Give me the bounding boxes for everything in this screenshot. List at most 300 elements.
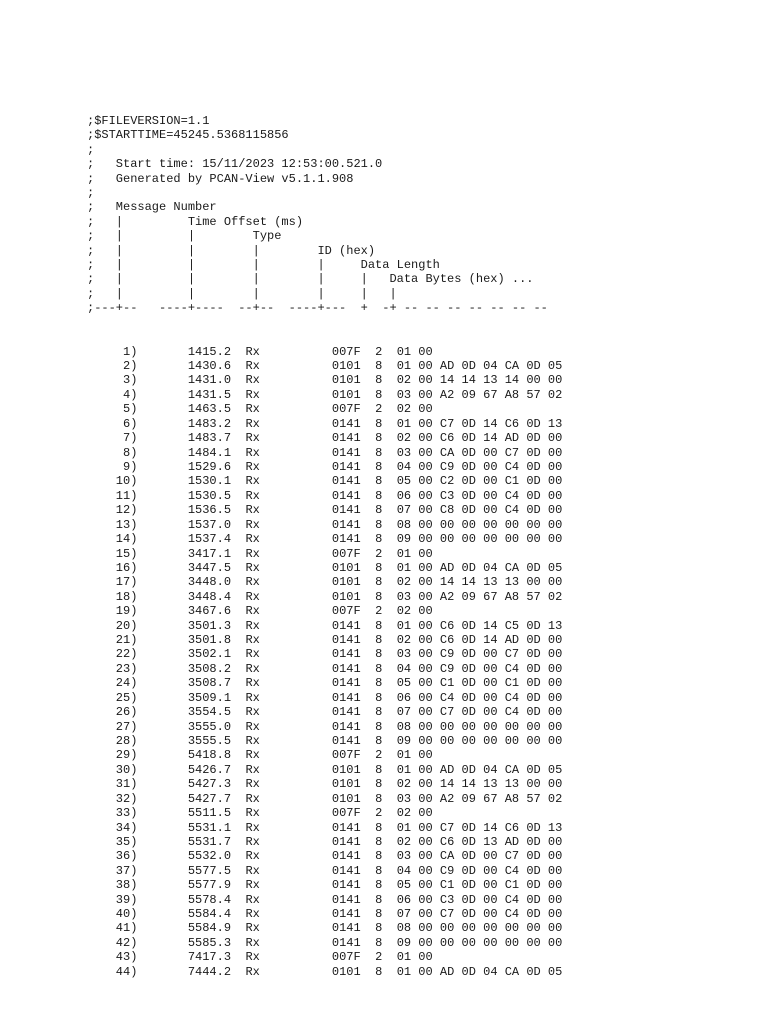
data-bytes: 06 00 C3 0D 00 C4 0D 00: [396, 892, 563, 907]
time-offset: 1431.0: [137, 373, 232, 388]
message-type: Rx: [231, 459, 332, 474]
message-id: 007F: [331, 950, 376, 965]
table-row: [87, 878, 757, 892]
message-number: 6): [87, 416, 138, 431]
table-row: [87, 806, 757, 820]
message-number: 26): [87, 705, 138, 720]
time-offset: 5427.7: [137, 791, 232, 806]
message-type: Rx: [231, 560, 332, 575]
table-row: [87, 835, 757, 849]
message-number: 11): [87, 488, 138, 503]
message-number: 13): [87, 517, 138, 532]
message-id: 0141: [331, 517, 376, 532]
message-number: 3): [87, 373, 138, 388]
data-length: 8: [375, 878, 397, 893]
time-offset: 1530.5: [137, 488, 232, 503]
message-type: Rx: [231, 503, 332, 518]
table-row: [87, 359, 757, 373]
data-length: 2: [375, 546, 397, 561]
data-length: 8: [375, 575, 397, 590]
message-id: 0141: [331, 921, 376, 936]
data-bytes: 08 00 00 00 00 00 00 00: [396, 517, 563, 532]
message-id: 0141: [331, 834, 376, 849]
message-type: Rx: [231, 431, 332, 446]
time-offset: 3508.7: [137, 676, 232, 691]
table-row: [87, 604, 757, 618]
data-length: 8: [375, 762, 397, 777]
data-bytes: 01 00: [396, 546, 433, 561]
message-number: 33): [87, 806, 138, 821]
data-bytes: 02 00 C6 0D 14 AD 0D 00: [396, 633, 563, 648]
message-number: 23): [87, 661, 138, 676]
data-bytes: 03 00 A2 09 67 A8 57 02: [396, 589, 563, 604]
data-length: 8: [375, 387, 397, 402]
message-number: 35): [87, 834, 138, 849]
message-number: 18): [87, 589, 138, 604]
message-number: 14): [87, 532, 138, 547]
message-id: 0141: [331, 647, 376, 662]
header-line: ;$STARTTIME=45245.5368115856: [87, 128, 289, 143]
data-bytes: 09 00 00 00 00 00 00 00: [396, 935, 563, 950]
message-type: Rx: [231, 719, 332, 734]
table-row: [87, 619, 757, 633]
message-type: Rx: [231, 647, 332, 662]
data-bytes: 09 00 00 00 00 00 00 00: [396, 733, 563, 748]
time-offset: 3448.0: [137, 575, 232, 590]
message-number: 44): [87, 964, 138, 979]
message-type: Rx: [231, 445, 332, 460]
message-id: 0141: [331, 474, 376, 489]
data-length: 8: [375, 431, 397, 446]
data-length: 2: [375, 806, 397, 821]
data-bytes: 05 00 C2 0D 00 C1 0D 00: [396, 474, 563, 489]
message-type: Rx: [231, 777, 332, 792]
message-number: 42): [87, 935, 138, 950]
message-id: 0141: [331, 892, 376, 907]
data-length: 8: [375, 618, 397, 633]
time-offset: 3554.5: [137, 705, 232, 720]
message-type: Rx: [231, 690, 332, 705]
message-type: Rx: [231, 373, 332, 388]
message-id: 0141: [331, 733, 376, 748]
message-id: 0141: [331, 488, 376, 503]
message-number: 16): [87, 560, 138, 575]
data-length: 8: [375, 676, 397, 691]
message-type: Rx: [231, 935, 332, 950]
data-length: 2: [375, 604, 397, 619]
time-offset: 1463.5: [137, 402, 232, 417]
time-offset: 3447.5: [137, 560, 232, 575]
data-length: 8: [375, 719, 397, 734]
time-offset: 3508.2: [137, 661, 232, 676]
message-number: 15): [87, 546, 138, 561]
data-bytes: 01 00: [396, 950, 433, 965]
message-id: 0141: [331, 935, 376, 950]
message-number: 36): [87, 849, 138, 864]
message-id: 0141: [331, 676, 376, 691]
data-length: 8: [375, 863, 397, 878]
data-length: 8: [375, 503, 397, 518]
time-offset: 5577.9: [137, 878, 232, 893]
header-line: ; | | | | | Data Bytes (hex) ...: [87, 272, 534, 287]
message-number: 31): [87, 777, 138, 792]
time-offset: 3501.3: [137, 618, 232, 633]
time-offset: 7417.3: [137, 950, 232, 965]
message-number: 22): [87, 647, 138, 662]
time-offset: 5584.4: [137, 907, 232, 922]
message-id: 0141: [331, 618, 376, 633]
data-bytes: 02 00 C6 0D 13 AD 0D 00: [396, 834, 563, 849]
table-row: [87, 532, 757, 546]
data-length: 8: [375, 633, 397, 648]
message-id: 007F: [331, 546, 376, 561]
message-id: 0101: [331, 560, 376, 575]
data-bytes: 03 00 C9 0D 00 C7 0D 00: [396, 647, 563, 662]
data-bytes: 07 00 C7 0D 00 C4 0D 00: [396, 705, 563, 720]
message-number: 38): [87, 878, 138, 893]
message-type: Rx: [231, 849, 332, 864]
message-type: Rx: [231, 863, 332, 878]
data-length: 8: [375, 791, 397, 806]
data-length: 8: [375, 921, 397, 936]
data-bytes: 01 00 C6 0D 14 C5 0D 13: [396, 618, 563, 633]
data-length: 8: [375, 705, 397, 720]
data-bytes: 08 00 00 00 00 00 00 00: [396, 719, 563, 734]
table-row: [87, 777, 757, 791]
message-id: 0101: [331, 575, 376, 590]
data-length: 8: [375, 777, 397, 792]
data-length: 8: [375, 935, 397, 950]
data-bytes: 01 00 AD 0D 04 CA 0D 05: [396, 762, 563, 777]
header-line: ; | | | | Data Length: [87, 258, 440, 273]
message-type: Rx: [231, 416, 332, 431]
message-number: 17): [87, 575, 138, 590]
time-offset: 1431.5: [137, 387, 232, 402]
message-type: Rx: [231, 474, 332, 489]
data-length: 8: [375, 532, 397, 547]
message-number: 25): [87, 690, 138, 705]
table-row: [87, 373, 757, 387]
time-offset: 5532.0: [137, 849, 232, 864]
table-row: [87, 676, 757, 690]
message-type: Rx: [231, 344, 332, 359]
data-bytes: 01 00 AD 0D 04 CA 0D 05: [396, 359, 563, 374]
table-row: [87, 691, 757, 705]
table-row: [87, 907, 757, 921]
header-line: ; | | | ID (hex): [87, 243, 376, 258]
time-offset: 3501.8: [137, 633, 232, 648]
time-offset: 5427.3: [137, 777, 232, 792]
data-length: 8: [375, 589, 397, 604]
table-row: [87, 734, 757, 748]
time-offset: 5578.4: [137, 892, 232, 907]
message-number: 5): [87, 402, 138, 417]
data-length: 8: [375, 907, 397, 922]
data-length: 8: [375, 517, 397, 532]
time-offset: 1536.5: [137, 503, 232, 518]
message-type: Rx: [231, 517, 332, 532]
message-type: Rx: [231, 618, 332, 633]
data-length: 2: [375, 344, 397, 359]
time-offset: 1529.6: [137, 459, 232, 474]
data-bytes: 03 00 A2 09 67 A8 57 02: [396, 791, 563, 806]
message-type: Rx: [231, 661, 332, 676]
message-number: 8): [87, 445, 138, 460]
message-number: 9): [87, 459, 138, 474]
table-row: [87, 575, 757, 589]
data-bytes: 02 00: [396, 806, 433, 821]
message-type: Rx: [231, 359, 332, 374]
message-number: 24): [87, 676, 138, 691]
data-bytes: 02 00 14 14 13 13 00 00: [396, 777, 563, 792]
table-row: [87, 792, 757, 806]
message-id: 0141: [331, 820, 376, 835]
data-length: 2: [375, 950, 397, 965]
message-id: 0141: [331, 907, 376, 922]
message-number: 28): [87, 733, 138, 748]
message-number: 43): [87, 950, 138, 965]
data-length: 8: [375, 373, 397, 388]
header-line: ;: [87, 142, 95, 157]
message-number: 20): [87, 618, 138, 633]
message-number: 4): [87, 387, 138, 402]
data-length: 8: [375, 964, 397, 979]
data-bytes: 05 00 C1 0D 00 C1 0D 00: [396, 878, 563, 893]
table-row: [87, 921, 757, 935]
header-line: ; | | | | | |: [87, 286, 397, 301]
message-id: 0101: [331, 589, 376, 604]
time-offset: 3467.6: [137, 604, 232, 619]
data-bytes: 09 00 00 00 00 00 00 00: [396, 532, 563, 547]
table-row: [87, 936, 757, 950]
time-offset: 5585.3: [137, 935, 232, 950]
message-type: Rx: [231, 950, 332, 965]
message-number: 37): [87, 863, 138, 878]
time-offset: 1484.1: [137, 445, 232, 460]
time-offset: 7444.2: [137, 964, 232, 979]
time-offset: 5511.5: [137, 806, 232, 821]
data-bytes: 03 00 CA 0D 00 C7 0D 00: [396, 445, 563, 460]
message-id: 0101: [331, 387, 376, 402]
message-type: Rx: [231, 921, 332, 936]
data-length: 8: [375, 416, 397, 431]
header-line: ;: [87, 185, 95, 200]
message-type: Rx: [231, 589, 332, 604]
message-id: 0101: [331, 359, 376, 374]
table-row: [87, 864, 757, 878]
time-offset: 5531.7: [137, 834, 232, 849]
data-bytes: 01 00: [396, 748, 433, 763]
message-number: 12): [87, 503, 138, 518]
time-offset: 1430.6: [137, 359, 232, 374]
time-offset: 3502.1: [137, 647, 232, 662]
message-number: 29): [87, 748, 138, 763]
time-offset: 1483.7: [137, 431, 232, 446]
table-row: [87, 633, 757, 647]
message-number: 40): [87, 907, 138, 922]
message-id: 0141: [331, 532, 376, 547]
time-offset: 5531.1: [137, 820, 232, 835]
message-id: 0101: [331, 762, 376, 777]
message-id: 0141: [331, 431, 376, 446]
message-list: [87, 345, 757, 980]
message-type: Rx: [231, 532, 332, 547]
time-offset: 1537.4: [137, 532, 232, 547]
message-number: 32): [87, 791, 138, 806]
message-number: 19): [87, 604, 138, 619]
message-type: Rx: [231, 892, 332, 907]
data-length: 8: [375, 359, 397, 374]
header-line: ; | Time Offset (ms): [87, 214, 304, 229]
data-length: 2: [375, 402, 397, 417]
table-row: [87, 647, 757, 661]
data-bytes: 03 00 CA 0D 00 C7 0D 00: [396, 849, 563, 864]
table-row: [87, 561, 757, 575]
table-row: [87, 893, 757, 907]
message-id: 0141: [331, 878, 376, 893]
data-length: 8: [375, 733, 397, 748]
message-type: Rx: [231, 546, 332, 561]
data-bytes: 01 00 AD 0D 04 CA 0D 05: [396, 560, 563, 575]
data-bytes: 07 00 C8 0D 00 C4 0D 00: [396, 503, 563, 518]
table-row: [87, 720, 757, 734]
table-row: [87, 821, 757, 835]
message-number: 34): [87, 820, 138, 835]
data-bytes: 04 00 C9 0D 00 C4 0D 00: [396, 661, 563, 676]
message-id: 0141: [331, 705, 376, 720]
message-number: 21): [87, 633, 138, 648]
header-line: ;---+-- ----+---- --+-- ----+--- + -+ -- -- -- -- -- -- --: [87, 301, 548, 316]
table-row: [87, 388, 757, 402]
message-id: 0141: [331, 849, 376, 864]
table-row: [87, 965, 757, 979]
message-type: Rx: [231, 402, 332, 417]
time-offset: 5584.9: [137, 921, 232, 936]
message-id: 0101: [331, 777, 376, 792]
time-offset: 5577.5: [137, 863, 232, 878]
table-row: [87, 518, 757, 532]
table-row: [87, 590, 757, 604]
data-bytes: 01 00: [396, 344, 433, 359]
trace-header: [87, 114, 757, 316]
message-type: Rx: [231, 488, 332, 503]
data-bytes: 02 00 14 14 13 14 00 00: [396, 373, 563, 388]
message-id: 0141: [331, 416, 376, 431]
table-row: [87, 547, 757, 561]
message-number: 10): [87, 474, 138, 489]
time-offset: 5426.7: [137, 762, 232, 777]
time-offset: 1483.2: [137, 416, 232, 431]
message-number: 30): [87, 762, 138, 777]
table-row: [87, 950, 757, 964]
table-row: [87, 417, 757, 431]
data-length: 8: [375, 849, 397, 864]
message-number: 39): [87, 892, 138, 907]
time-offset: 3448.4: [137, 589, 232, 604]
message-id: 007F: [331, 604, 376, 619]
time-offset: 3555.0: [137, 719, 232, 734]
header-line: ; Message Number: [87, 200, 217, 215]
data-length: 8: [375, 647, 397, 662]
message-type: Rx: [231, 907, 332, 922]
data-bytes: 04 00 C9 0D 00 C4 0D 00: [396, 459, 563, 474]
data-length: 8: [375, 560, 397, 575]
message-id: 007F: [331, 806, 376, 821]
table-row: [87, 763, 757, 777]
table-row: [87, 849, 757, 863]
message-id: 007F: [331, 402, 376, 417]
table-row: [87, 460, 757, 474]
time-offset: 1415.2: [137, 344, 232, 359]
message-type: Rx: [231, 633, 332, 648]
message-type: Rx: [231, 705, 332, 720]
table-row: [87, 446, 757, 460]
data-bytes: 05 00 C1 0D 00 C1 0D 00: [396, 676, 563, 691]
table-row: [87, 474, 757, 488]
message-id: 0141: [331, 459, 376, 474]
message-id: 0101: [331, 964, 376, 979]
message-type: Rx: [231, 604, 332, 619]
data-length: 8: [375, 459, 397, 474]
data-bytes: 02 00: [396, 402, 433, 417]
table-row: [87, 503, 757, 517]
data-length: 8: [375, 488, 397, 503]
data-length: 2: [375, 748, 397, 763]
data-bytes: 01 00 C7 0D 14 C6 0D 13: [396, 416, 563, 431]
message-type: Rx: [231, 748, 332, 763]
table-row: [87, 748, 757, 762]
message-number: 41): [87, 921, 138, 936]
message-type: Rx: [231, 806, 332, 821]
data-length: 8: [375, 834, 397, 849]
message-type: Rx: [231, 834, 332, 849]
header-line: ; Generated by PCAN-View v5.1.1.908: [87, 171, 354, 186]
message-type: Rx: [231, 878, 332, 893]
data-bytes: 01 00 AD 0D 04 CA 0D 05: [396, 964, 563, 979]
message-id: 0141: [331, 690, 376, 705]
time-offset: 3509.1: [137, 690, 232, 705]
data-length: 8: [375, 661, 397, 676]
data-bytes: 01 00 C7 0D 14 C6 0D 13: [396, 820, 563, 835]
header-line: ;$FILEVERSION=1.1: [87, 113, 210, 128]
data-bytes: 02 00 C6 0D 14 AD 0D 00: [396, 431, 563, 446]
time-offset: 1530.1: [137, 474, 232, 489]
data-length: 8: [375, 445, 397, 460]
header-line: ; | | Type: [87, 229, 282, 244]
message-number: 7): [87, 431, 138, 446]
data-bytes: 06 00 C4 0D 00 C4 0D 00: [396, 690, 563, 705]
data-bytes: 08 00 00 00 00 00 00 00: [396, 921, 563, 936]
table-row: [87, 402, 757, 416]
message-id: 0101: [331, 791, 376, 806]
data-bytes: 06 00 C3 0D 00 C4 0D 00: [396, 488, 563, 503]
message-type: Rx: [231, 676, 332, 691]
message-id: 0141: [331, 661, 376, 676]
message-id: 0141: [331, 445, 376, 460]
message-number: 2): [87, 359, 138, 374]
message-type: Rx: [231, 820, 332, 835]
message-id: 0101: [331, 373, 376, 388]
message-id: 0141: [331, 503, 376, 518]
data-bytes: 03 00 A2 09 67 A8 57 02: [396, 387, 563, 402]
data-length: 8: [375, 474, 397, 489]
table-row: [87, 662, 757, 676]
table-row: [87, 705, 757, 719]
message-id: 0141: [331, 633, 376, 648]
message-number: 27): [87, 719, 138, 734]
data-bytes: 07 00 C7 0D 00 C4 0D 00: [396, 907, 563, 922]
data-length: 8: [375, 892, 397, 907]
